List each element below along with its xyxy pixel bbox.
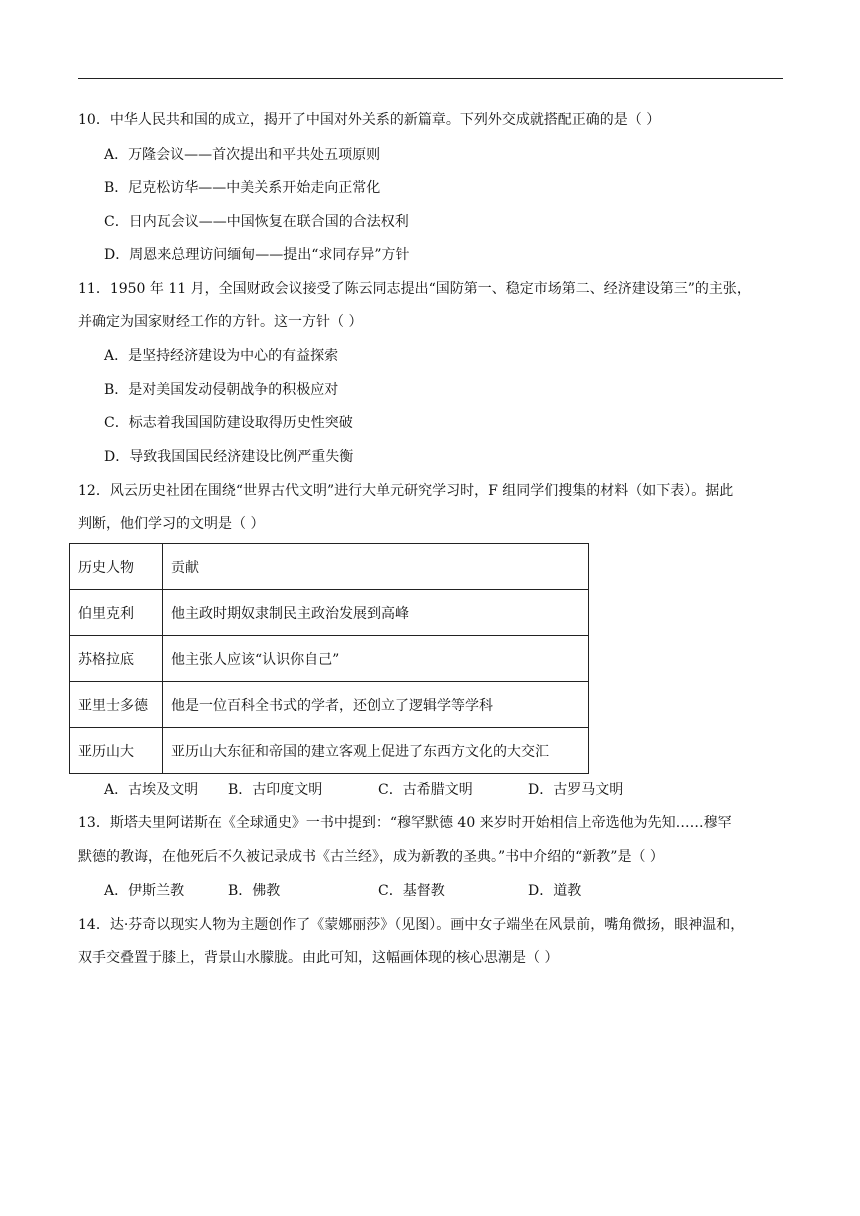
table-cell-person: 亚历山大 — [70, 728, 163, 774]
question-12-option-b: B．古印度文明 — [228, 782, 323, 798]
question-10-stem: 10．中华人民共和国的成立，揭开了中国对外关系的新篇章。下列外交成就搭配正确的是（ ） — [78, 112, 661, 128]
table-cell-person: 伯里克利 — [70, 590, 163, 636]
table-row — [70, 682, 589, 728]
question-12-option-c: C．古希腊文明 — [378, 782, 473, 798]
table-cell-person: 苏格拉底 — [70, 636, 163, 682]
question-14-stem-line1: 14．达·芬奇以现实人物为主题创作了《蒙娜丽莎》（见图）。画中女子端坐在风景前，嘴角微扬，眼神温和， — [78, 917, 745, 933]
question-12-option-d: D．古罗马文明 — [528, 782, 624, 798]
question-12-stem-line1: 12．风云历史社团在围绕“世界古代文明”进行大单元研究学习时，F 组同学们搜集的材料（如下表）。据此 — [78, 483, 734, 499]
question-13-stem-line2: 默德的教诲，在他死后不久被记录成书《古兰经》，成为新教的圣典。”书中介绍的“新教”是（ ） — [78, 849, 664, 865]
question-13-option-b: B．佛教 — [228, 883, 281, 899]
table-header-row — [70, 544, 589, 590]
table-row — [70, 636, 589, 682]
table-cell-contribution: 亚历山大东征和帝国的建立客观上促进了东西方文化的大交汇 — [163, 728, 589, 774]
question-13-stem-line1: 13．斯塔夫里阿诺斯在《全球通史》一书中提到：“穆罕默德 40 来岁时开始相信上帝选他为先知……穆罕 — [78, 815, 732, 831]
question-12-stem-line2: 判断，他们学习的文明是（ ） — [78, 516, 265, 532]
question-13-option-d: D．道教 — [528, 883, 582, 899]
question-13-option-c: C．基督教 — [378, 883, 445, 899]
materials-table — [69, 543, 589, 774]
question-13-option-a: A．伊斯兰教 — [104, 883, 185, 899]
question-10-option-c: C．日内瓦会议——中国恢复在联合国的合法权利 — [104, 214, 409, 230]
header-rule — [78, 78, 783, 79]
table-header-cell: 贡献 — [163, 544, 589, 590]
question-11-stem-line2: 并确定为国家财经工作的方针。这一方针（ ） — [78, 314, 363, 330]
question-10-option-a: A．万隆会议——首次提出和平共处五项原则 — [104, 147, 381, 163]
question-14-stem-line2: 双手交叠置于膝上，背景山水朦胧。由此可知，这幅画体现的核心思潮是（ ） — [78, 950, 559, 966]
table-cell-contribution: 他主张人应该“认识你自己” — [163, 636, 589, 682]
question-10-option-b: B．尼克松访华——中美关系开始走向正常化 — [104, 180, 381, 196]
question-11-option-a: A．是坚持经济建设为中心的有益探索 — [104, 348, 339, 364]
table-cell-person: 亚里士多德 — [70, 682, 163, 728]
table-header-cell: 历史人物 — [70, 544, 163, 590]
question-11-option-c: C．标志着我国国防建设取得历史性突破 — [104, 415, 353, 431]
question-10-option-d: D．周恩来总理访问缅甸——提出“求同存异”方针 — [104, 247, 410, 263]
question-11-stem-line1: 11．1950 年 11 月，全国财政会议接受了陈云同志提出“国防第一、稳定市场第二、经济建设第三”的主张， — [78, 281, 751, 297]
question-12-option-a: A．古埃及文明 — [104, 782, 199, 798]
question-11-option-b: B．是对美国发动侵朝战争的积极应对 — [104, 382, 339, 398]
table-cell-contribution: 他主政时期奴隶制民主政治发展到高峰 — [163, 590, 589, 636]
question-11-option-d: D．导致我国国民经济建设比例严重失衡 — [104, 449, 354, 465]
table-row — [70, 590, 589, 636]
table-cell-contribution: 他是一位百科全书式的学者，还创立了逻辑学等学科 — [163, 682, 589, 728]
table-row — [70, 728, 589, 774]
